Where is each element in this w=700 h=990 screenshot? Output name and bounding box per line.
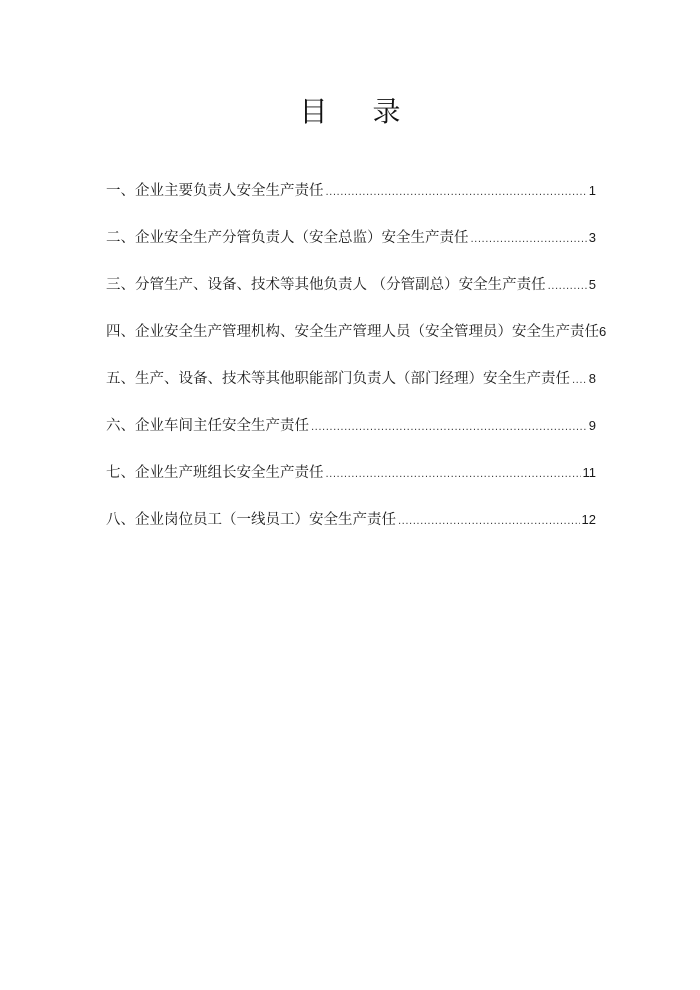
toc-entry-label: 六、企业车间主任安全生产责任 <box>106 418 309 434</box>
toc-entry-7[interactable] <box>106 460 596 486</box>
toc-list <box>106 178 607 554</box>
toc-entry-1[interactable] <box>106 178 596 204</box>
toc-dot-leader <box>471 227 587 253</box>
toc-page-number: 3 <box>588 230 596 245</box>
toc-entry-8[interactable] <box>106 507 596 533</box>
toc-entry-3[interactable] <box>106 272 596 298</box>
toc-page-number: 12 <box>581 512 596 527</box>
toc-entry-4[interactable] <box>106 319 607 345</box>
toc-dot-leader <box>398 509 580 535</box>
toc-dot-leader <box>326 462 581 488</box>
toc-entry-6[interactable] <box>106 413 596 439</box>
toc-entry-2[interactable] <box>106 225 596 251</box>
toc-page-number: 6 <box>599 324 607 339</box>
toc-dot-leader <box>326 180 587 206</box>
toc-entry-label: 二、企业安全生产分管负责人（安全总监）安全生产责任 <box>106 230 469 246</box>
toc-dot-leader <box>548 274 587 300</box>
toc-title: 目 录 <box>299 95 419 128</box>
toc-entry-label: 七、企业生产班组长安全生产责任 <box>106 465 324 481</box>
toc-dot-leader <box>572 368 587 394</box>
toc-page-number: 5 <box>588 277 596 292</box>
toc-entry-label: 三、分管生产、设备、技术等其他负责人 （分管副总）安全生产责任 <box>106 277 546 293</box>
toc-page-number: 1 <box>588 183 596 198</box>
toc-entry-label: 五、生产、设备、技术等其他职能部门负责人（部门经理）安全生产责任 <box>106 371 570 387</box>
toc-entry-label: 四、企业安全生产管理机构、安全生产管理人员（安全管理员）安全生产责任 <box>106 324 599 340</box>
toc-page-number: 11 <box>582 465 596 480</box>
toc-entry-label: 一、企业主要负责人安全生产责任 <box>106 183 324 199</box>
toc-entry-5[interactable] <box>106 366 596 392</box>
toc-dot-leader <box>311 415 587 441</box>
toc-entry-label: 八、企业岗位员工（一线员工）安全生产责任 <box>106 512 396 528</box>
toc-page-number: 9 <box>588 418 596 433</box>
toc-page-number: 8 <box>588 371 596 386</box>
